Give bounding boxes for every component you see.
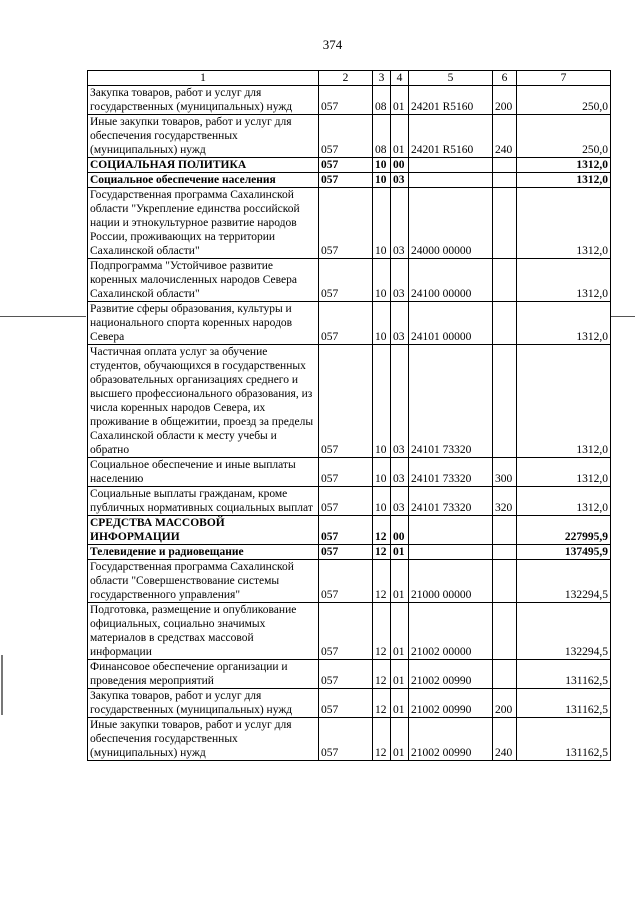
section-code: 10 bbox=[373, 259, 391, 302]
expense-type bbox=[493, 603, 517, 660]
amount: 1312,0 bbox=[517, 345, 611, 458]
subsection-code: 01 bbox=[391, 660, 409, 689]
target-code: 24000 00000 bbox=[409, 188, 493, 259]
table-row bbox=[88, 660, 611, 689]
amount: 1312,0 bbox=[517, 173, 611, 188]
target-code: 24101 73320 bbox=[409, 345, 493, 458]
expense-type bbox=[493, 158, 517, 173]
table-row bbox=[88, 545, 611, 560]
col-header-section: 3 bbox=[373, 71, 391, 86]
target-code: 21002 00990 bbox=[409, 660, 493, 689]
item-name: Социальные выплаты гражданам, кроме публичных нормативных социальных выплат bbox=[88, 487, 319, 516]
admin-code: 057 bbox=[319, 173, 373, 188]
item-name: Иные закупки товаров, работ и услуг для обеспечения государственных (муниципальных) нужд bbox=[88, 718, 319, 761]
amount: 1312,0 bbox=[517, 188, 611, 259]
header-row bbox=[88, 71, 611, 86]
section-code: 08 bbox=[373, 115, 391, 158]
section-code: 08 bbox=[373, 86, 391, 115]
admin-code: 057 bbox=[319, 487, 373, 516]
admin-code: 057 bbox=[319, 115, 373, 158]
item-name: Подготовка, размещение и опубликование официальных, социально значимых материалов в средствах массовой информации bbox=[88, 603, 319, 660]
item-name: Телевидение и радиовещание bbox=[88, 545, 319, 560]
expense-type: 320 bbox=[493, 487, 517, 516]
amount: 131162,5 bbox=[517, 660, 611, 689]
admin-code: 057 bbox=[319, 689, 373, 718]
expense-type: 200 bbox=[493, 689, 517, 718]
item-name: Подпрограмма "Устойчивое развитие коренных малочисленных народов Севера Сахалинской области" bbox=[88, 259, 319, 302]
section-code: 12 bbox=[373, 689, 391, 718]
admin-code: 057 bbox=[319, 86, 373, 115]
expense-type bbox=[493, 173, 517, 188]
admin-code: 057 bbox=[319, 545, 373, 560]
section-code: 12 bbox=[373, 560, 391, 603]
amount: 131162,5 bbox=[517, 718, 611, 761]
subsection-code: 03 bbox=[391, 458, 409, 487]
expense-type bbox=[493, 516, 517, 545]
target-code bbox=[409, 173, 493, 188]
target-code: 21002 00990 bbox=[409, 689, 493, 718]
expense-type bbox=[493, 660, 517, 689]
section-code: 12 bbox=[373, 660, 391, 689]
subsection-code: 00 bbox=[391, 158, 409, 173]
subsection-code: 01 bbox=[391, 115, 409, 158]
item-name: СРЕДСТВА МАССОВОЙ ИНФОРМАЦИИ bbox=[88, 516, 319, 545]
amount: 250,0 bbox=[517, 86, 611, 115]
left-edge-mark bbox=[1, 655, 3, 715]
subsection-code: 01 bbox=[391, 545, 409, 560]
table-row bbox=[88, 158, 611, 173]
admin-code: 057 bbox=[319, 345, 373, 458]
section-code: 12 bbox=[373, 603, 391, 660]
section-code: 10 bbox=[373, 487, 391, 516]
target-code: 21002 00990 bbox=[409, 718, 493, 761]
item-name: Государственная программа Сахалинской области "Совершенствование системы государственного управления" bbox=[88, 560, 319, 603]
expense-type bbox=[493, 188, 517, 259]
budget-table bbox=[87, 70, 611, 761]
item-name: Закупка товаров, работ и услуг для государственных (муниципальных) нужд bbox=[88, 86, 319, 115]
target-code: 24101 73320 bbox=[409, 487, 493, 516]
table-row bbox=[88, 188, 611, 259]
subsection-code: 01 bbox=[391, 86, 409, 115]
page-number: 374 bbox=[322, 37, 343, 52]
amount: 137495,9 bbox=[517, 545, 611, 560]
subsection-code: 01 bbox=[391, 560, 409, 603]
amount: 250,0 bbox=[517, 115, 611, 158]
col-header-admin: 2 bbox=[319, 71, 373, 86]
table-row bbox=[88, 718, 611, 761]
table-row bbox=[88, 259, 611, 302]
amount: 132294,5 bbox=[517, 560, 611, 603]
target-code: 24100 00000 bbox=[409, 259, 493, 302]
item-name: Развитие сферы образования, культуры и национального спорта коренных народов Севера bbox=[88, 302, 319, 345]
section-code: 12 bbox=[373, 718, 391, 761]
left-margin-line bbox=[0, 316, 86, 317]
table-row bbox=[88, 458, 611, 487]
amount: 227995,9 bbox=[517, 516, 611, 545]
admin-code: 057 bbox=[319, 660, 373, 689]
table-row bbox=[88, 345, 611, 458]
admin-code: 057 bbox=[319, 302, 373, 345]
amount: 1312,0 bbox=[517, 458, 611, 487]
col-header-amount: 7 bbox=[517, 71, 611, 86]
amount: 131162,5 bbox=[517, 689, 611, 718]
col-header-expense-type: 6 bbox=[493, 71, 517, 86]
amount: 132294,5 bbox=[517, 603, 611, 660]
expense-type bbox=[493, 545, 517, 560]
admin-code: 057 bbox=[319, 560, 373, 603]
amount: 1312,0 bbox=[517, 487, 611, 516]
target-code bbox=[409, 516, 493, 545]
section-code: 12 bbox=[373, 545, 391, 560]
table-row bbox=[88, 302, 611, 345]
expense-type bbox=[493, 345, 517, 458]
item-name: Закупка товаров, работ и услуг для государственных (муниципальных) нужд bbox=[88, 689, 319, 718]
expense-type bbox=[493, 259, 517, 302]
amount: 1312,0 bbox=[517, 259, 611, 302]
target-code: 24201 R5160 bbox=[409, 86, 493, 115]
table-row bbox=[88, 689, 611, 718]
item-name: Иные закупки товаров, работ и услуг для обеспечения государственных (муниципальных) нужд bbox=[88, 115, 319, 158]
item-name: Государственная программа Сахалинской области "Укрепление единства российской нации и этнокультурное развитие народов России, проживающих на территории Сахалинской области" bbox=[88, 188, 319, 259]
target-code bbox=[409, 545, 493, 560]
expense-type: 200 bbox=[493, 86, 517, 115]
admin-code: 057 bbox=[319, 158, 373, 173]
admin-code: 057 bbox=[319, 516, 373, 545]
target-code: 24201 R5160 bbox=[409, 115, 493, 158]
table-row bbox=[88, 516, 611, 545]
subsection-code: 01 bbox=[391, 689, 409, 718]
section-code: 10 bbox=[373, 345, 391, 458]
subsection-code: 03 bbox=[391, 188, 409, 259]
table-row bbox=[88, 115, 611, 158]
expense-type bbox=[493, 302, 517, 345]
admin-code: 057 bbox=[319, 188, 373, 259]
target-code bbox=[409, 158, 493, 173]
subsection-code: 03 bbox=[391, 345, 409, 458]
section-code: 10 bbox=[373, 158, 391, 173]
expense-type: 240 bbox=[493, 718, 517, 761]
target-code: 21002 00000 bbox=[409, 603, 493, 660]
subsection-code: 01 bbox=[391, 603, 409, 660]
section-code: 10 bbox=[373, 188, 391, 259]
expense-type: 240 bbox=[493, 115, 517, 158]
target-code: 24101 00000 bbox=[409, 302, 493, 345]
section-code: 10 bbox=[373, 173, 391, 188]
amount: 1312,0 bbox=[517, 158, 611, 173]
expense-type bbox=[493, 560, 517, 603]
section-code: 10 bbox=[373, 458, 391, 487]
col-header-target-code: 5 bbox=[409, 71, 493, 86]
target-code: 21000 00000 bbox=[409, 560, 493, 603]
target-code: 24101 73320 bbox=[409, 458, 493, 487]
section-code: 12 bbox=[373, 516, 391, 545]
expense-type: 300 bbox=[493, 458, 517, 487]
section-code: 10 bbox=[373, 302, 391, 345]
table-row bbox=[88, 173, 611, 188]
subsection-code: 03 bbox=[391, 259, 409, 302]
amount: 1312,0 bbox=[517, 302, 611, 345]
item-name: Социальное обеспечение населения bbox=[88, 173, 319, 188]
table-row bbox=[88, 603, 611, 660]
subsection-code: 03 bbox=[391, 302, 409, 345]
table-body bbox=[88, 86, 611, 761]
admin-code: 057 bbox=[319, 259, 373, 302]
admin-code: 057 bbox=[319, 458, 373, 487]
subsection-code: 03 bbox=[391, 173, 409, 188]
subsection-code: 00 bbox=[391, 516, 409, 545]
item-name: СОЦИАЛЬНАЯ ПОЛИТИКА bbox=[88, 158, 319, 173]
item-name: Финансовое обеспечение организации и проведения мероприятий bbox=[88, 660, 319, 689]
subsection-code: 03 bbox=[391, 487, 409, 516]
item-name: Социальное обеспечение и иные выплаты населению bbox=[88, 458, 319, 487]
table-row bbox=[88, 487, 611, 516]
col-header-subsection: 4 bbox=[391, 71, 409, 86]
table-row bbox=[88, 560, 611, 603]
subsection-code: 01 bbox=[391, 718, 409, 761]
admin-code: 057 bbox=[319, 603, 373, 660]
table-row bbox=[88, 86, 611, 115]
col-header-name: 1 bbox=[88, 71, 319, 86]
right-margin-line bbox=[611, 316, 635, 317]
item-name: Частичная оплата услуг за обучение студентов, обучающихся в государственных образовательных организациях среднего и высшего профессионального образования, из числа коренных народов Севера, их проживание в общежитии, проезд за пределы Сахалинской области к месту учебы и обратно bbox=[88, 345, 319, 458]
admin-code: 057 bbox=[319, 718, 373, 761]
